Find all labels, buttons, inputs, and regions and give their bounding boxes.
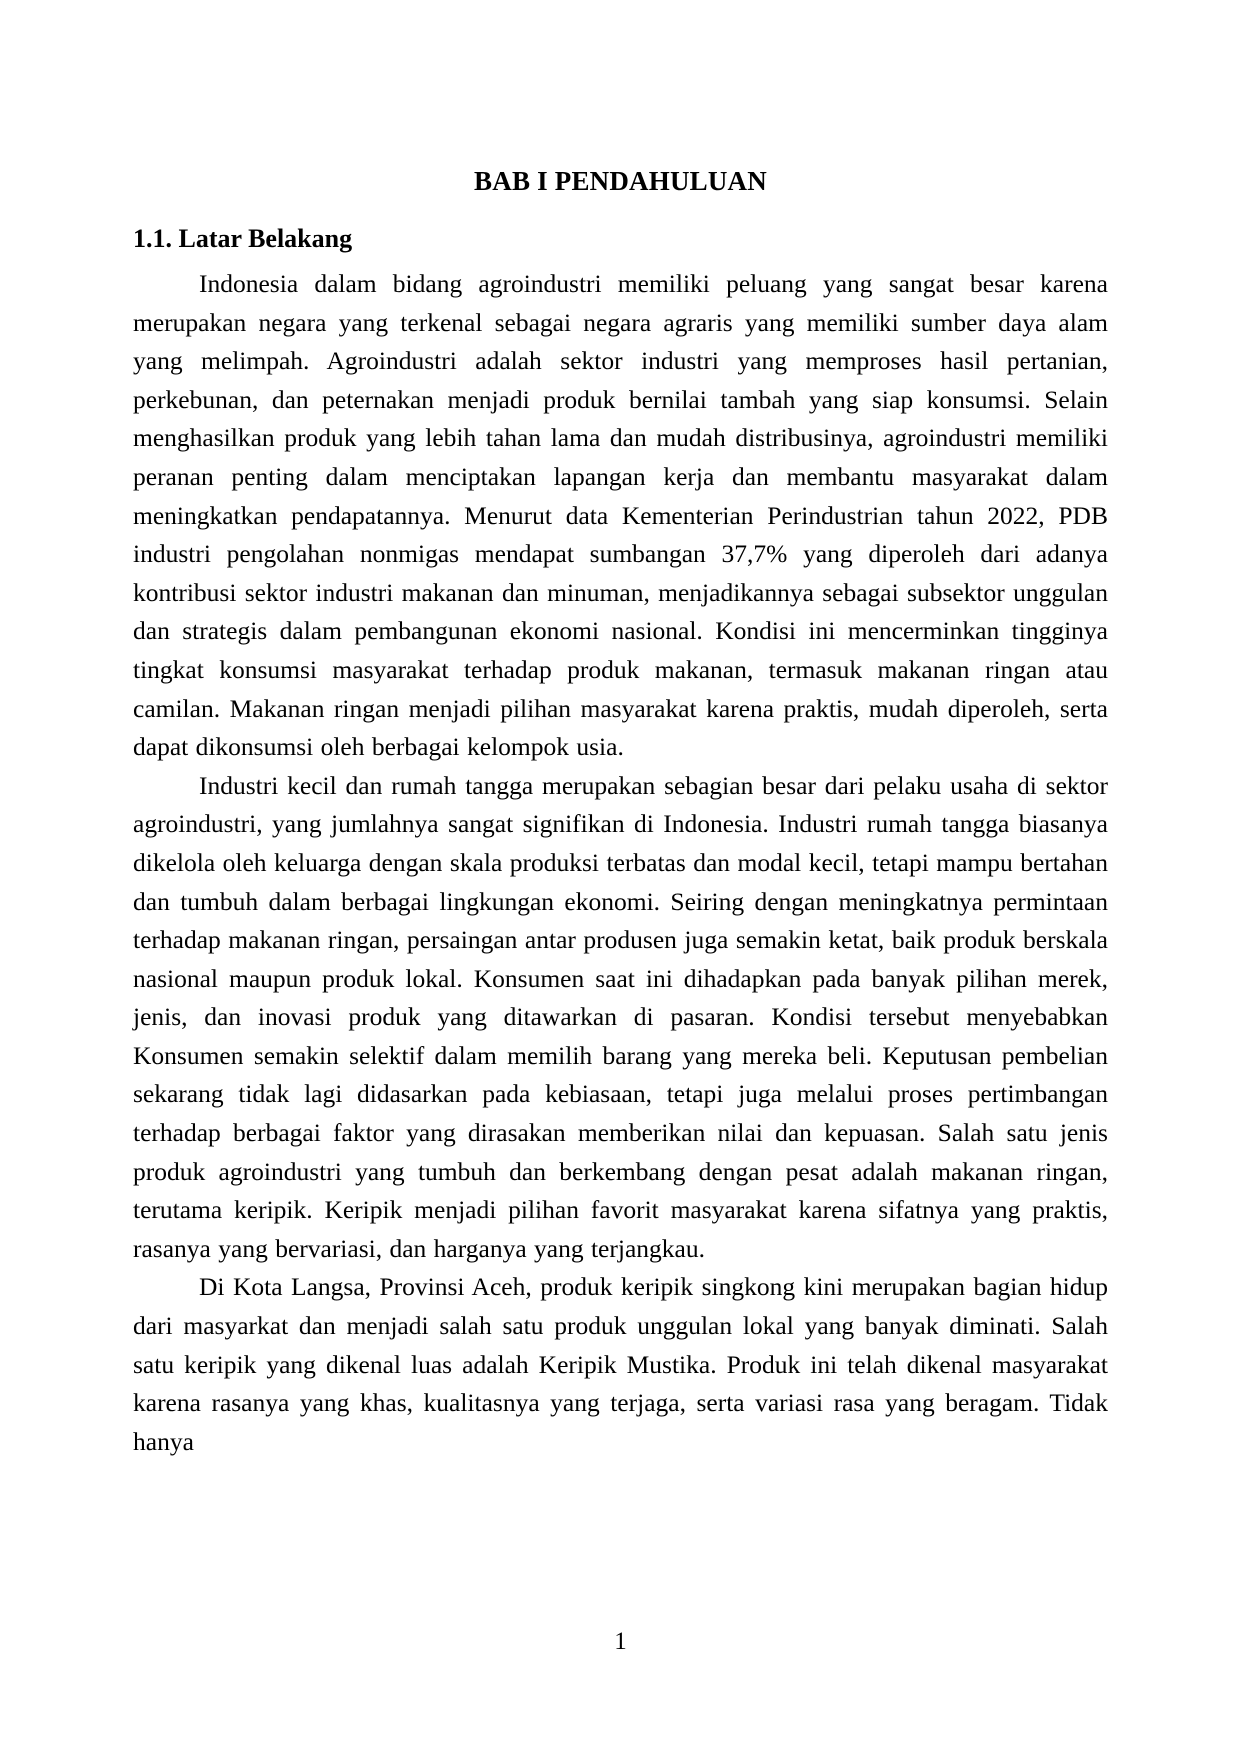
paragraph-2: Industri kecil dan rumah tangga merupakan sebagian besar dari pelaku usaha di sektor agroindustri, yang jumlahnya sangat signifikan di Indonesia. Industri rumah tangga biasanya dikelola oleh keluarga dengan skala produksi terbatas dan modal kecil, tetapi mampu bertahan dan tumbuh dalam berbagai lingkungan ekonomi. Seiring dengan meningkatnya permintaan terhadap makanan ringan, persaingan antar produsen juga semakin ketat, baik produk berskala nasional maupun produk lokal. Konsumen saat ini dihadapkan pada banyak pilihan merek, jenis, dan inovasi produk yang ditawarkan di pasaran. Kondisi tersebut menyebabkan Konsumen semakin selektif dalam memilih barang yang mereka beli. Keputusan pembelian sekarang tidak lagi didasarkan pada kebiasaan, tetapi juga melalui proses pertimbangan terhadap berbagai faktor yang dirasakan memberikan nilai dan kepuasan. Salah satu jenis produk agroindustri yang tumbuh dan berkembang dengan pesat adalah makanan ringan, terutama keripik. Keripik menjadi pilihan favorit masyarakat karena sifatnya yang praktis, rasanya yang bervariasi, dan harganya yang terjangkau. <box>133 770 1108 1263</box>
section-heading: 1.1. Latar Belakang <box>133 224 353 253</box>
body-text <box>133 265 1108 1461</box>
paragraph-3: Di Kota Langsa, Provinsi Aceh, produk keripik singkong kini merupakan bagian hidup dari masyarkat dan menjadi salah satu produk unggulan lokal yang banyak diminati. Salah satu keripik yang dikenal luas adalah Keripik Mustika. Produk ini telah dikenal masyarakat karena rasanya yang khas, kualitasnya yang terjaga, serta variasi rasa yang beragam. Tidak hanya <box>133 1272 1108 1456</box>
chapter-title: BAB I PENDAHULUAN <box>474 166 767 196</box>
page-number: 1 <box>614 1628 627 1655</box>
paragraph-1: Indonesia dalam bidang agroindustri memiliki peluang yang sangat besar karena merupakan negara yang terkenal sebagai negara agraris yang memiliki sumber daya alam yang melimpah. Agroindustri adalah sektor industri yang memproses hasil pertanian, perkebunan, dan peternakan menjadi produk bernilai tambah yang siap konsumsi. Selain menghasilkan produk yang lebih tahan lama dan mudah distribusinya, agroindustri memiliki peranan penting dalam menciptakan lapangan kerja dan membantu masyarakat dalam meningkatkan pendapatannya. Menurut data Kementerian Perindustrian tahun 2022, PDB industri pengolahan nonmigas mendapat sumbangan 37,7% yang diperoleh dari adanya kontribusi sektor industri makanan dan minuman, menjadikannya sebagai subsektor unggulan dan strategis dalam pembangunan ekonomi nasional. Kondisi ini mencerminkan tingginya tingkat konsumsi masyarakat terhadap produk makanan, termasuk makanan ringan atau camilan. Makanan ringan menjadi pilihan masyarakat karena praktis, mudah diperoleh, serta dapat dikonsumsi oleh berbagai kelompok usia. <box>133 269 1108 762</box>
page-content <box>133 166 1108 1461</box>
